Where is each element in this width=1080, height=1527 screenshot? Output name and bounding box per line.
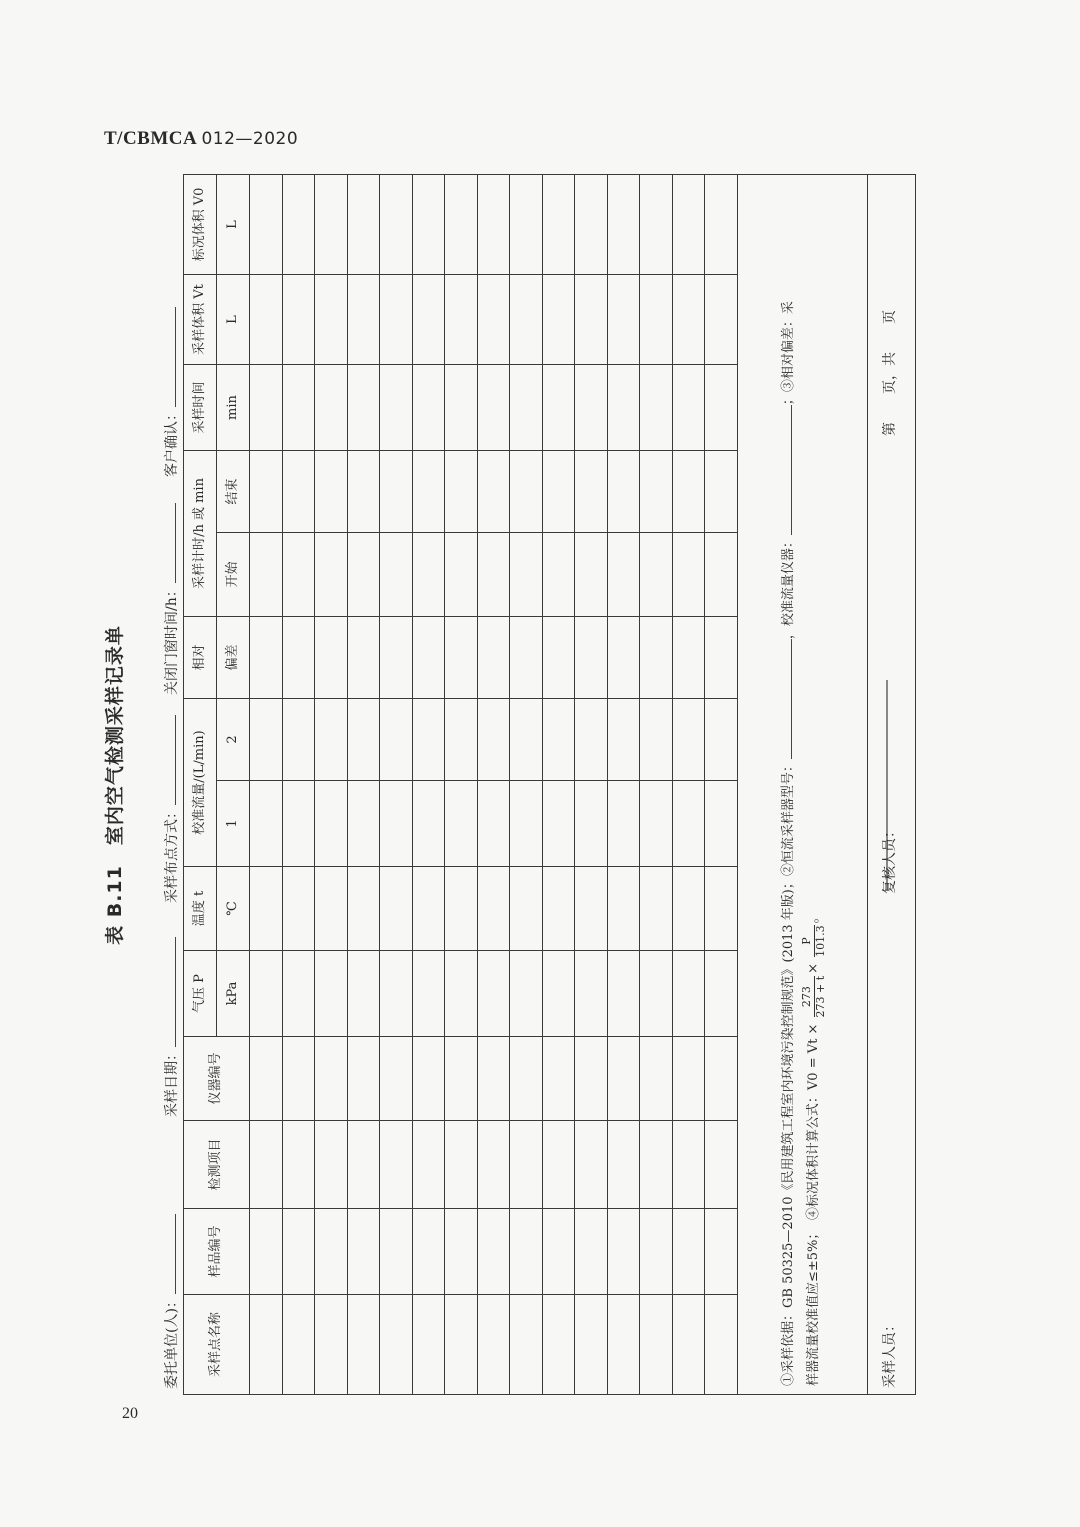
table-cell[interactable] xyxy=(640,617,673,699)
table-cell[interactable] xyxy=(315,175,348,275)
table-cell[interactable] xyxy=(380,365,413,451)
table-row xyxy=(705,175,738,1395)
col-test-item: 检测项目 xyxy=(184,1121,250,1209)
table-cell[interactable] xyxy=(575,1295,608,1395)
table-cell[interactable] xyxy=(477,1295,510,1395)
table-cell[interactable] xyxy=(347,533,380,617)
table-cell[interactable] xyxy=(477,1209,510,1295)
table-cell[interactable] xyxy=(575,1209,608,1295)
table-cell[interactable] xyxy=(477,175,510,275)
table-row xyxy=(510,175,543,1395)
table-body xyxy=(250,175,738,1395)
table-cell[interactable] xyxy=(542,365,575,451)
table-cell[interactable] xyxy=(640,275,673,365)
table-cell[interactable] xyxy=(705,781,738,867)
table-cell[interactable] xyxy=(607,1295,640,1395)
table-cell[interactable] xyxy=(347,365,380,451)
table-cell[interactable] xyxy=(282,617,315,699)
note-line-1: ①采样依据：GB 50325—2010《民用建筑工程室内环境污染控制规范》(2013 年版)；②恒流采样器型号：，校准流量仪器：；③相对偏差：采 xyxy=(780,301,796,1386)
table-cell[interactable] xyxy=(575,275,608,365)
table-cell[interactable] xyxy=(282,533,315,617)
table-cell[interactable] xyxy=(477,781,510,867)
standard-code: T/CBMCA xyxy=(104,128,197,149)
table-cell[interactable] xyxy=(672,1121,705,1209)
table-cell[interactable] xyxy=(282,1295,315,1395)
table-cell[interactable] xyxy=(542,1037,575,1121)
table-cell[interactable] xyxy=(672,867,705,951)
table-cell[interactable] xyxy=(445,175,478,275)
table-cell[interactable] xyxy=(347,699,380,781)
table-row xyxy=(380,175,413,1395)
table-cell[interactable] xyxy=(380,451,413,533)
table-cell[interactable] xyxy=(412,1209,445,1295)
table-cell[interactable] xyxy=(445,1121,478,1209)
table-row xyxy=(575,175,608,1395)
table-cell[interactable] xyxy=(315,533,348,617)
table-cell[interactable] xyxy=(380,275,413,365)
col-deviation-2: 偏差 xyxy=(217,617,250,699)
table-cell[interactable] xyxy=(607,175,640,275)
table-row xyxy=(412,175,445,1395)
table-cell[interactable] xyxy=(250,365,283,451)
table-cell[interactable] xyxy=(510,699,543,781)
table-cell[interactable] xyxy=(380,781,413,867)
table-cell[interactable] xyxy=(477,365,510,451)
table-cell[interactable] xyxy=(575,699,608,781)
table-cell[interactable] xyxy=(575,533,608,617)
table-cell[interactable] xyxy=(607,867,640,951)
table-cell[interactable] xyxy=(477,1121,510,1209)
table-cell[interactable] xyxy=(575,781,608,867)
std-volume-unit: L xyxy=(217,175,250,275)
table-cell[interactable] xyxy=(412,275,445,365)
table-cell[interactable] xyxy=(445,867,478,951)
table-cell[interactable] xyxy=(510,617,543,699)
table-cell[interactable] xyxy=(380,699,413,781)
table-cell[interactable] xyxy=(477,867,510,951)
table-cell[interactable] xyxy=(315,1295,348,1395)
table-cell[interactable] xyxy=(672,275,705,365)
table-cell[interactable] xyxy=(282,451,315,533)
table-cell[interactable] xyxy=(640,1295,673,1395)
table-cell[interactable] xyxy=(607,275,640,365)
info-line xyxy=(155,175,183,1395)
document-header xyxy=(104,128,298,150)
table-cell[interactable] xyxy=(250,781,283,867)
table-cell[interactable] xyxy=(250,1295,283,1395)
table-cell[interactable] xyxy=(380,1037,413,1121)
table-cell[interactable] xyxy=(282,781,315,867)
table-cell[interactable] xyxy=(510,1121,543,1209)
table-cell[interactable] xyxy=(445,617,478,699)
table-cell[interactable] xyxy=(640,1037,673,1121)
table-cell[interactable] xyxy=(640,781,673,867)
table-cell[interactable] xyxy=(705,533,738,617)
table-cell[interactable] xyxy=(282,699,315,781)
table-cell[interactable] xyxy=(542,1121,575,1209)
table-cell[interactable] xyxy=(315,1121,348,1209)
table-cell[interactable] xyxy=(672,1295,705,1395)
table-cell[interactable] xyxy=(640,451,673,533)
table-cell[interactable] xyxy=(315,1209,348,1295)
table-row xyxy=(477,175,510,1395)
table-cell[interactable] xyxy=(250,699,283,781)
table-cell[interactable] xyxy=(282,867,315,951)
table-cell[interactable] xyxy=(640,1121,673,1209)
table-cell[interactable] xyxy=(542,451,575,533)
table-cell[interactable] xyxy=(347,951,380,1037)
table-cell[interactable] xyxy=(282,1121,315,1209)
client-field: 委托单位(人)： xyxy=(161,1214,181,1389)
table-cell[interactable] xyxy=(477,1037,510,1121)
table-cell[interactable] xyxy=(575,617,608,699)
col-calibration-flow: 校准流量/(L/min) xyxy=(184,699,217,867)
table-cell[interactable] xyxy=(575,175,608,275)
table-cell[interactable] xyxy=(672,451,705,533)
col-instrument-no: 仪器编号 xyxy=(184,1037,250,1121)
table-cell[interactable] xyxy=(412,1295,445,1395)
table-cell[interactable] xyxy=(640,1209,673,1295)
table-row xyxy=(347,175,380,1395)
table-cell[interactable] xyxy=(250,175,283,275)
table-cell[interactable] xyxy=(250,617,283,699)
table-cell[interactable] xyxy=(575,365,608,451)
table-cell[interactable] xyxy=(412,617,445,699)
table-cell[interactable] xyxy=(380,1295,413,1395)
table-cell[interactable] xyxy=(412,951,445,1037)
table-cell[interactable] xyxy=(542,699,575,781)
table-cell[interactable] xyxy=(640,533,673,617)
table-cell[interactable] xyxy=(705,175,738,275)
col-std-volume: 标况体积 V0 xyxy=(184,175,217,275)
table-title: 表 B.11 室内空气检测采样记录单 xyxy=(104,625,126,945)
table-cell[interactable] xyxy=(250,867,283,951)
table-cell[interactable] xyxy=(347,451,380,533)
date-field: 采样日期： xyxy=(161,937,181,1117)
table-cell[interactable] xyxy=(445,365,478,451)
table-cell[interactable] xyxy=(510,867,543,951)
table-cell[interactable] xyxy=(445,951,478,1037)
table-cell[interactable] xyxy=(347,781,380,867)
fraction-temperature: 273 273 + t xyxy=(800,975,827,1018)
table-cell[interactable] xyxy=(705,1121,738,1209)
table-row xyxy=(282,175,315,1395)
sample-time-unit: min xyxy=(217,365,250,451)
table-cell[interactable] xyxy=(672,699,705,781)
table-cell[interactable] xyxy=(250,951,283,1037)
rotated-form xyxy=(104,175,898,1395)
col-deviation-1: 相对 xyxy=(184,617,217,699)
table-cell[interactable] xyxy=(412,699,445,781)
layout-field: 采样布点方式： xyxy=(161,715,181,903)
flow-2: 2 xyxy=(217,699,250,781)
table-cell[interactable] xyxy=(315,781,348,867)
table-cell[interactable] xyxy=(607,617,640,699)
table-cell[interactable] xyxy=(347,867,380,951)
table-cell[interactable] xyxy=(445,533,478,617)
table-cell[interactable] xyxy=(412,175,445,275)
table-cell[interactable] xyxy=(412,451,445,533)
table-cell[interactable] xyxy=(282,365,315,451)
table-cell[interactable] xyxy=(705,365,738,451)
table-cell[interactable] xyxy=(542,533,575,617)
table-cell[interactable] xyxy=(705,951,738,1037)
table-cell[interactable] xyxy=(282,175,315,275)
table-cell[interactable] xyxy=(445,1295,478,1395)
table-cell[interactable] xyxy=(542,275,575,365)
fraction-pressure: P 101.3 xyxy=(800,925,827,957)
table-cell[interactable] xyxy=(282,1037,315,1121)
table-cell[interactable] xyxy=(542,1209,575,1295)
table-cell[interactable] xyxy=(510,451,543,533)
table-cell[interactable] xyxy=(315,275,348,365)
pressure-unit: kPa xyxy=(217,951,250,1037)
table-cell[interactable] xyxy=(282,275,315,365)
table-cell[interactable] xyxy=(575,951,608,1037)
table-cell[interactable] xyxy=(315,451,348,533)
table-cell[interactable] xyxy=(347,1037,380,1121)
table-cell[interactable] xyxy=(347,175,380,275)
col-sample-time: 采样时间 xyxy=(184,365,217,451)
table-cell[interactable] xyxy=(672,533,705,617)
table-cell[interactable] xyxy=(542,617,575,699)
table-cell[interactable] xyxy=(510,951,543,1037)
table-cell[interactable] xyxy=(315,867,348,951)
flow-1: 1 xyxy=(217,781,250,867)
table-cell[interactable] xyxy=(380,617,413,699)
table-cell[interactable] xyxy=(380,867,413,951)
col-timing: 采样计时/h 或 min xyxy=(184,451,217,617)
table-cell[interactable] xyxy=(640,175,673,275)
table-cell[interactable] xyxy=(282,951,315,1037)
table-cell[interactable] xyxy=(347,1209,380,1295)
table-row xyxy=(607,175,640,1395)
table-cell[interactable] xyxy=(575,867,608,951)
table-cell[interactable] xyxy=(250,451,283,533)
table-cell[interactable] xyxy=(477,451,510,533)
table-cell[interactable] xyxy=(445,275,478,365)
table-cell[interactable] xyxy=(607,533,640,617)
timing-end: 结束 xyxy=(217,451,250,533)
table-cell[interactable] xyxy=(542,781,575,867)
table-cell[interactable] xyxy=(705,1209,738,1295)
table-cell[interactable] xyxy=(705,1037,738,1121)
table-cell[interactable] xyxy=(705,867,738,951)
table-cell[interactable] xyxy=(640,365,673,451)
table-cell[interactable] xyxy=(542,867,575,951)
table-cell[interactable] xyxy=(347,1121,380,1209)
table-cell[interactable] xyxy=(250,1037,283,1121)
table-cell[interactable] xyxy=(347,617,380,699)
temperature-unit: ℃ xyxy=(217,867,250,951)
table-row xyxy=(672,175,705,1395)
table-cell[interactable] xyxy=(607,1121,640,1209)
sample-volume-unit: L xyxy=(217,275,250,365)
table-cell[interactable] xyxy=(542,951,575,1037)
table-cell[interactable] xyxy=(315,951,348,1037)
table-cell[interactable] xyxy=(510,1209,543,1295)
table-cell[interactable] xyxy=(510,365,543,451)
table-cell[interactable] xyxy=(477,951,510,1037)
table-cell[interactable] xyxy=(705,699,738,781)
table-cell[interactable] xyxy=(445,1209,478,1295)
table-cell[interactable] xyxy=(672,365,705,451)
page-count-label: 第 页，共 页 xyxy=(881,310,898,436)
table-row xyxy=(315,175,348,1395)
table-cell[interactable] xyxy=(542,1295,575,1395)
table-cell[interactable] xyxy=(607,699,640,781)
table-cell[interactable] xyxy=(510,1037,543,1121)
table-cell[interactable] xyxy=(380,175,413,275)
table-cell[interactable] xyxy=(640,951,673,1037)
record-table xyxy=(183,174,916,1395)
table-cell[interactable] xyxy=(705,275,738,365)
table-cell[interactable] xyxy=(510,533,543,617)
table-cell[interactable] xyxy=(607,451,640,533)
table-cell[interactable] xyxy=(705,451,738,533)
table-cell[interactable] xyxy=(282,1209,315,1295)
table-cell[interactable] xyxy=(380,951,413,1037)
table-cell[interactable] xyxy=(250,1209,283,1295)
col-temperature: 温度 t xyxy=(184,867,217,951)
table-cell[interactable] xyxy=(412,781,445,867)
notes-cell xyxy=(737,175,867,1395)
timing-start: 开始 xyxy=(217,533,250,617)
table-cell[interactable] xyxy=(380,1121,413,1209)
table-cell[interactable] xyxy=(380,1209,413,1295)
table-cell[interactable] xyxy=(672,951,705,1037)
table-cell[interactable] xyxy=(672,175,705,275)
footer-row xyxy=(867,175,915,1395)
table-cell[interactable] xyxy=(315,1037,348,1121)
note-line-2: 样器流量校准值应≤±5%； ④标况体积计算公式：V0 = Vt × 273 273 + t × P 101.3 。 xyxy=(800,910,827,1386)
table-cell[interactable] xyxy=(510,1295,543,1395)
page-number: 20 xyxy=(122,1405,138,1422)
table-cell[interactable] xyxy=(347,1295,380,1395)
table-cell[interactable] xyxy=(542,175,575,275)
table-cell[interactable] xyxy=(672,1037,705,1121)
confirm-field: 客户确认： xyxy=(161,307,181,477)
reviewer-label: 复核人员： xyxy=(881,824,898,894)
table-cell[interactable] xyxy=(607,781,640,867)
table-cell[interactable] xyxy=(575,1037,608,1121)
table-row xyxy=(640,175,673,1395)
table-cell[interactable] xyxy=(607,1209,640,1295)
table-cell[interactable] xyxy=(412,533,445,617)
table-cell[interactable] xyxy=(445,699,478,781)
table-cell[interactable] xyxy=(250,533,283,617)
table-row xyxy=(542,175,575,1395)
table-cell[interactable] xyxy=(315,365,348,451)
table-cell[interactable] xyxy=(607,1037,640,1121)
table-cell[interactable] xyxy=(607,365,640,451)
table-cell[interactable] xyxy=(315,617,348,699)
table-cell[interactable] xyxy=(412,1121,445,1209)
table-cell[interactable] xyxy=(672,1209,705,1295)
table-cell[interactable] xyxy=(575,451,608,533)
col-sample-no: 样品编号 xyxy=(184,1209,250,1295)
table-cell[interactable] xyxy=(640,699,673,781)
table-cell[interactable] xyxy=(477,617,510,699)
col-pressure: 气压 P xyxy=(184,951,217,1037)
table-cell[interactable] xyxy=(510,275,543,365)
table-cell[interactable] xyxy=(672,617,705,699)
table-cell[interactable] xyxy=(477,699,510,781)
table-cell[interactable] xyxy=(575,1121,608,1209)
table-cell[interactable] xyxy=(315,699,348,781)
table-cell[interactable] xyxy=(445,451,478,533)
table-cell[interactable] xyxy=(412,1037,445,1121)
table-cell[interactable] xyxy=(705,617,738,699)
sampler-label: 采样人员： xyxy=(881,1318,898,1388)
table-row xyxy=(250,175,283,1395)
table-cell[interactable] xyxy=(412,867,445,951)
table-cell[interactable] xyxy=(250,275,283,365)
col-point-name: 采样点名称 xyxy=(184,1295,250,1395)
table-cell[interactable] xyxy=(347,275,380,365)
table-cell[interactable] xyxy=(250,1121,283,1209)
col-sample-volume: 采样体积 Vt xyxy=(184,275,217,365)
table-cell[interactable] xyxy=(445,1037,478,1121)
table-cell[interactable] xyxy=(445,781,478,867)
table-cell[interactable] xyxy=(510,175,543,275)
table-cell[interactable] xyxy=(477,275,510,365)
standard-number: 012—2020 xyxy=(201,129,299,149)
table-cell[interactable] xyxy=(607,951,640,1037)
table-row xyxy=(445,175,478,1395)
table-cell[interactable] xyxy=(477,533,510,617)
table-cell[interactable] xyxy=(705,1295,738,1395)
table-cell[interactable] xyxy=(510,781,543,867)
table-cell[interactable] xyxy=(672,781,705,867)
table-cell[interactable] xyxy=(380,533,413,617)
table-cell[interactable] xyxy=(412,365,445,451)
table-cell[interactable] xyxy=(640,867,673,951)
closed-time-field: 关闭门窗时间/h： xyxy=(161,503,181,695)
